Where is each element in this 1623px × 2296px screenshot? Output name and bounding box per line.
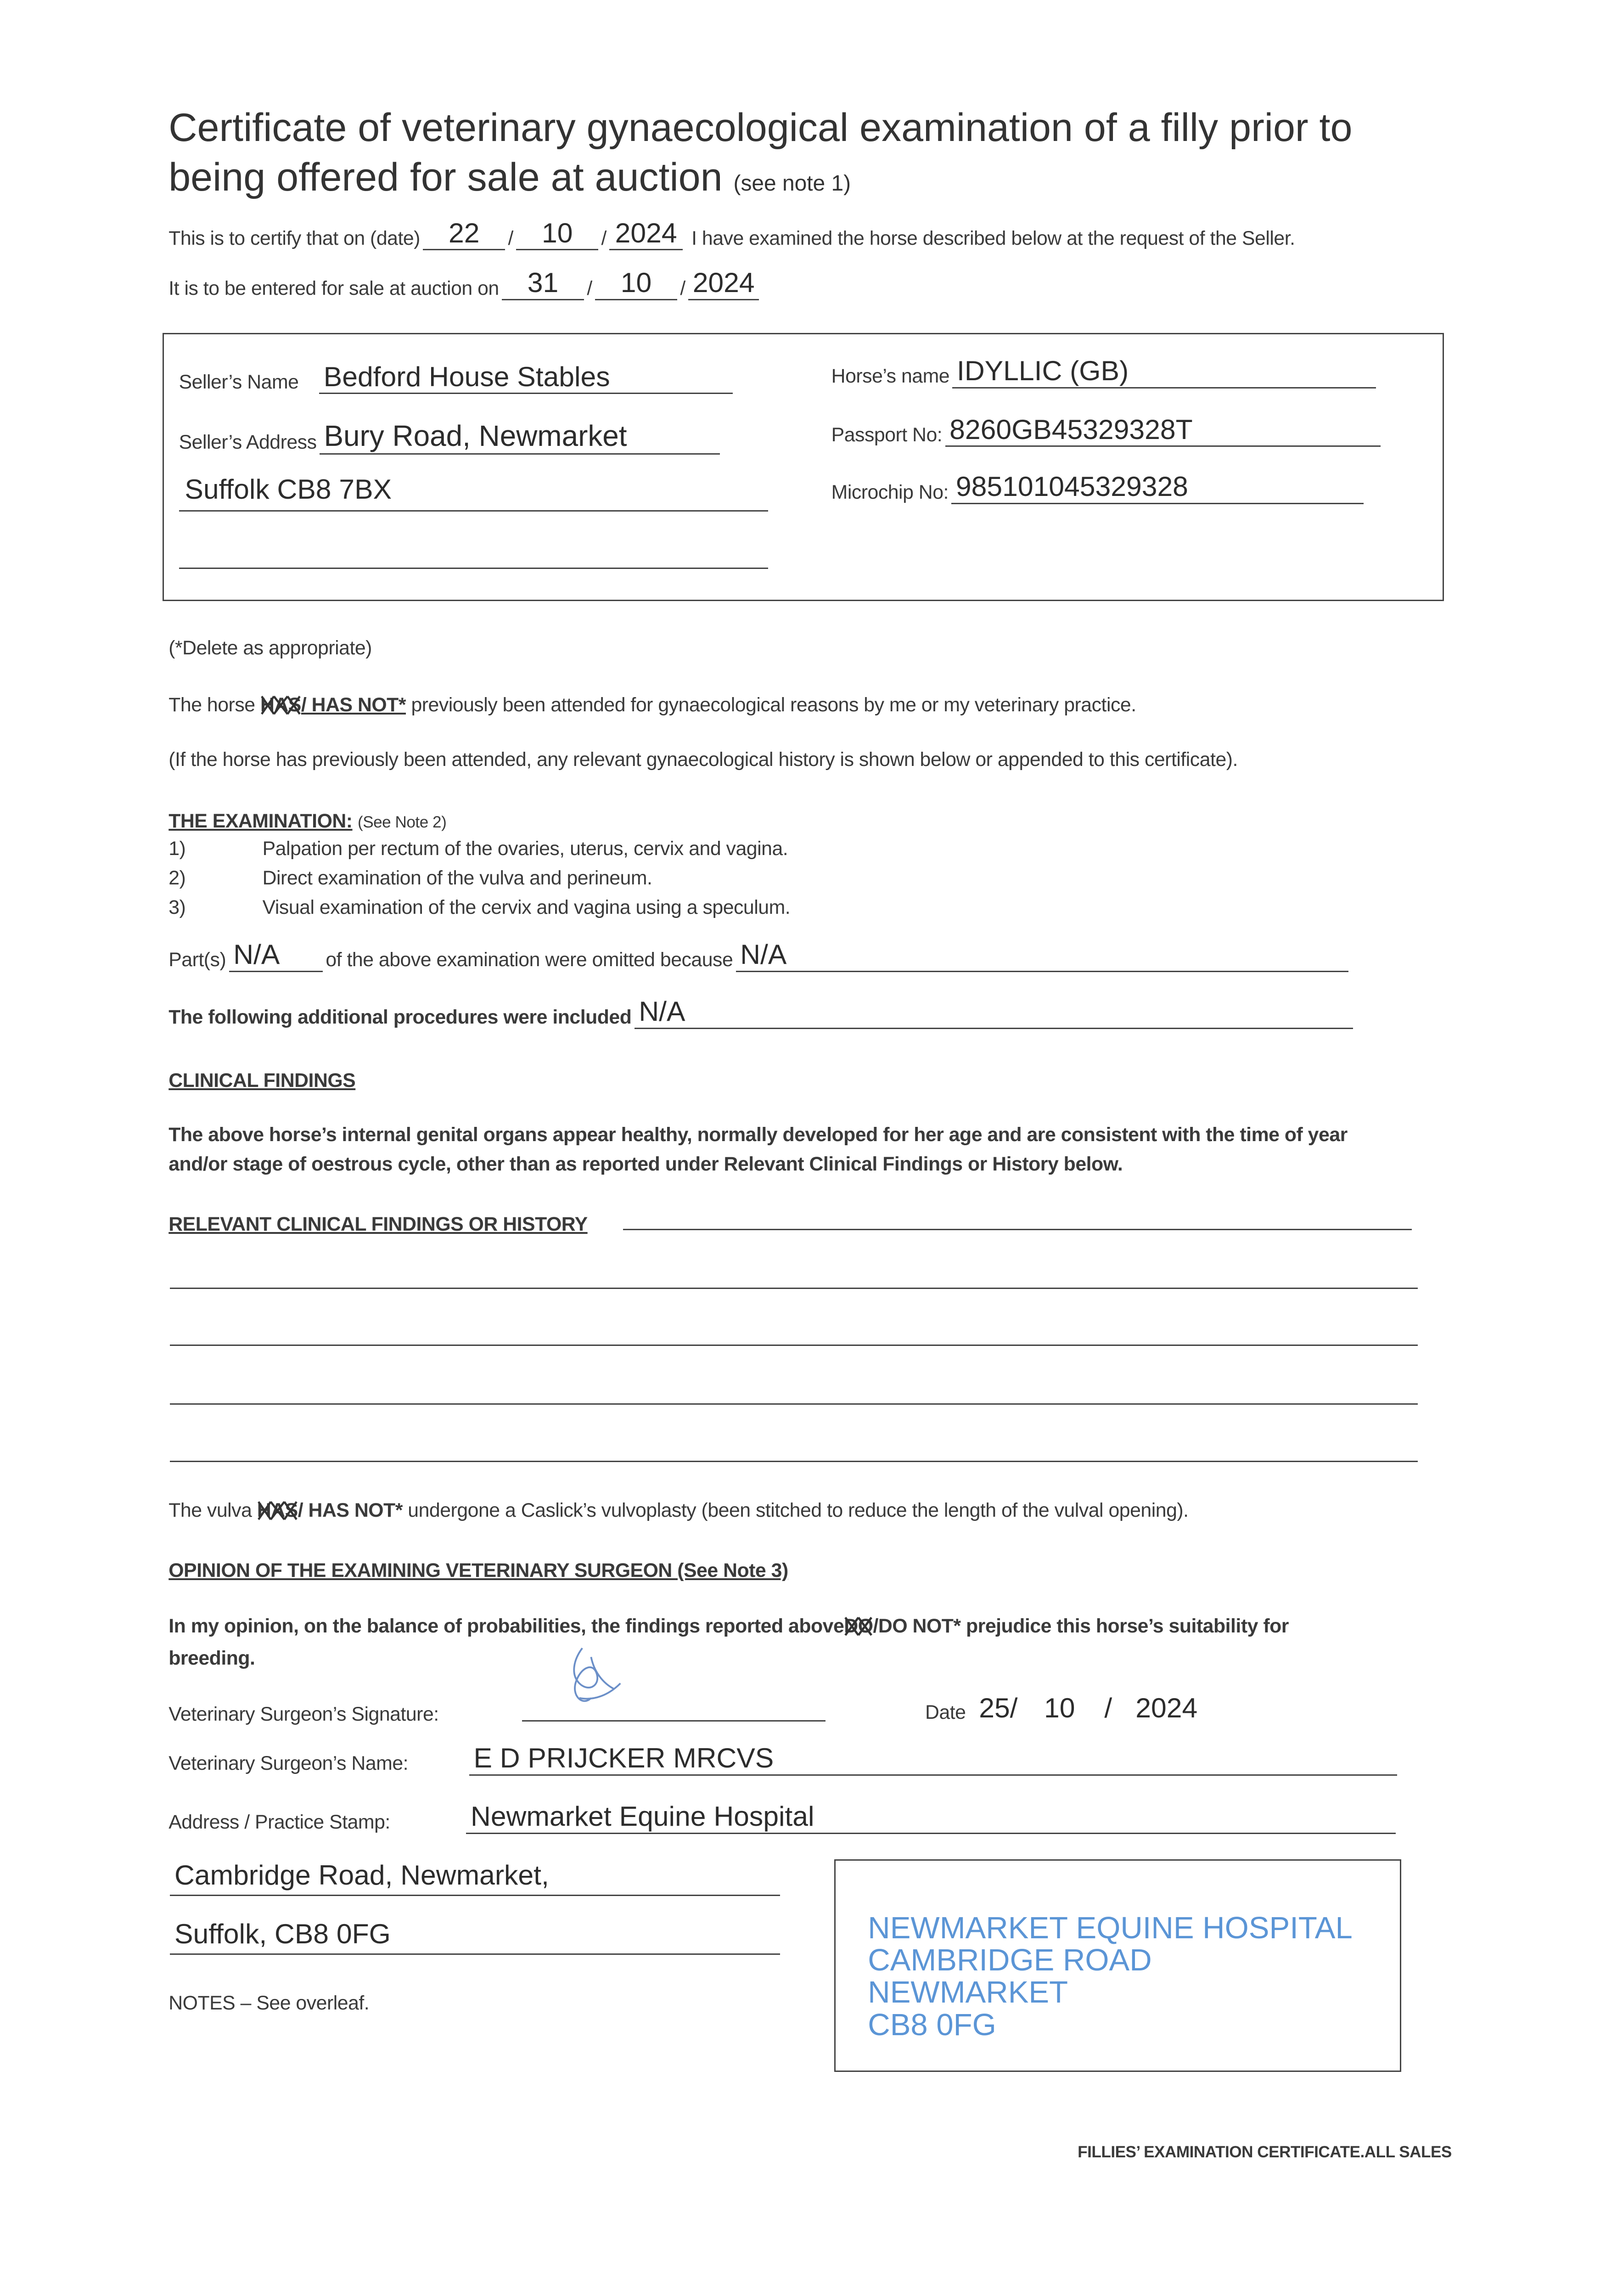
findings-line — [170, 1288, 1418, 1289]
certify-prefix: This is to certify that on (date) — [168, 227, 420, 250]
auction-prefix: It is to be entered for sale at auction on — [168, 277, 499, 299]
auction-year: 2024 — [688, 267, 759, 300]
title-note: (see note 1) — [733, 171, 851, 196]
passport-number: 8260GB45329328T — [945, 414, 1381, 447]
opinion-statement — [168, 1615, 1289, 1638]
examination-item: Palpation per rectum of the ovaries, uterus, cervix and vagina. — [262, 838, 788, 860]
date-separator: / — [1104, 1692, 1112, 1724]
practice-address-line-3: Suffolk, CB8 0FG — [174, 1918, 391, 1949]
strikeout-mark — [260, 693, 301, 717]
delete-note: (*Delete as appropriate) — [168, 636, 372, 659]
chosen-option: / HAS NOT* — [298, 1499, 403, 1521]
date-separator: / — [601, 227, 607, 250]
examination-heading — [168, 810, 446, 833]
practice-address-line-1: Newmarket Equine Hospital — [466, 1801, 1396, 1834]
item-number: 3) — [168, 896, 186, 919]
opinion-prefix: In my opinion, on the balance of probabilities, the findings reported above — [168, 1615, 844, 1637]
date-separator: / — [508, 227, 513, 250]
signature-label: Veterinary Surgeon’s Signature: — [168, 1703, 439, 1725]
omitted-value: N/A — [736, 939, 1349, 972]
address-label: Address / Practice Stamp: — [168, 1811, 390, 1833]
auction-month: 10 — [595, 267, 677, 300]
sign-date-day: 25/ — [979, 1692, 1018, 1724]
microchip-row — [831, 471, 1366, 504]
history-note: (If the horse has previously been attended, any relevant gynaecological history is shown below or appended to this certificate). — [168, 748, 1238, 771]
seller-address-line-1: Bury Road, Newmarket — [320, 419, 720, 454]
stamp-line: CB8 0FG — [868, 2007, 996, 2042]
seller-name-row — [179, 361, 736, 394]
exam-month: 10 — [516, 217, 598, 251]
vulva-prefix: The vulva — [168, 1499, 252, 1521]
item-number: 2) — [168, 867, 186, 889]
examination-heading-text: THE EXAMINATION: — [168, 810, 353, 832]
sign-date-month: 10 — [1044, 1692, 1075, 1724]
surgeon-name-row — [168, 1742, 1400, 1776]
item-number: 1) — [168, 838, 186, 860]
address-row — [168, 1801, 1398, 1834]
stamp-line: NEWMARKET — [868, 1975, 1068, 2010]
chosen-option: / HAS NOT* — [301, 694, 406, 716]
strikeout-mark — [844, 1615, 873, 1638]
vulva-suffix: undergone a Caslick’s vulvoplasty (been stitched to reduce the length of the vulval opening). — [408, 1499, 1189, 1521]
auction-row — [168, 267, 762, 300]
vulva-statement — [168, 1499, 1188, 1522]
title-line-1: Certificate of veterinary gynaecological examination of a filly prior to — [168, 105, 1353, 150]
horse-name-label: Horse’s name — [831, 365, 950, 388]
microchip-number: 985101045329328 — [951, 471, 1363, 504]
findings-line — [170, 1345, 1418, 1346]
attended-suffix: previously been attended for gynaecological reasons by me or my veterinary practice. — [411, 694, 1136, 716]
relevant-findings-heading: RELEVANT CLINICAL FINDINGS OR HISTORY — [168, 1213, 588, 1235]
omitted-label: of the above examination were omitted because — [326, 949, 733, 971]
attended-statement — [168, 693, 1136, 717]
findings-line — [170, 1461, 1418, 1462]
opinion-suffix: prejudice this horse’s suitability for — [966, 1615, 1289, 1637]
attended-prefix: The horse — [168, 694, 255, 716]
surgeon-name: E D PRIJCKER MRCVS — [469, 1742, 1397, 1776]
chosen-option: /DO NOT* — [873, 1615, 961, 1637]
opinion-heading: OPINION OF THE EXAMINING VETERINARY SURGEON (See Note 3) — [168, 1559, 788, 1581]
additional-label: The following additional procedures were included — [168, 1006, 632, 1028]
clinical-findings-heading: CLINICAL FINDINGS — [168, 1069, 356, 1092]
strikeout-mark — [257, 1499, 298, 1522]
sign-date-row — [925, 1692, 1197, 1724]
parts-label: Part(s) — [168, 949, 226, 971]
opinion-line-2: breeding. — [168, 1647, 255, 1670]
struck-option: DO — [844, 1615, 873, 1637]
stamp-line: CAMBRIDGE ROAD — [868, 1943, 1152, 1978]
struck-option: HAS — [257, 1499, 298, 1521]
horse-name-row — [831, 355, 1379, 388]
title-line-2: being offered for sale at auction — [168, 155, 723, 200]
parts-row — [168, 939, 1352, 972]
date-separator: / — [587, 277, 592, 299]
stamp-line: NEWMARKET EQUINE HOSPITAL — [868, 1910, 1353, 1945]
signature-image — [550, 1639, 638, 1713]
certify-suffix: I have examined the horse described below at the request of the Seller. — [691, 227, 1295, 250]
microchip-label: Microchip No: — [831, 481, 949, 503]
notes-text: NOTES – See overleaf. — [168, 1992, 370, 2014]
passport-row — [831, 414, 1384, 447]
additional-value: N/A — [635, 996, 1353, 1029]
exam-year: 2024 — [609, 217, 683, 251]
sign-date-year: 2024 — [1135, 1692, 1198, 1724]
additional-row — [168, 996, 1356, 1029]
title — [168, 103, 1352, 209]
certify-row — [168, 217, 1295, 251]
seller-address-line-3 — [179, 568, 769, 569]
examination-item: Visual examination of the cervix and vagina using a speculum. — [262, 896, 791, 919]
struck-option: HAS — [260, 694, 301, 716]
findings-line — [170, 1403, 1418, 1405]
exam-day: 22 — [423, 217, 505, 251]
footer: FILLIES’ EXAMINATION CERTIFICATE.ALL SALES — [1078, 2143, 1452, 2161]
clinical-text-line-2: and/or stage of oestrous cycle, other than as reported under Relevant Clinical Findings or History below. — [168, 1153, 1123, 1175]
passport-label: Passport No: — [831, 423, 943, 446]
seller-name: Bedford House Stables — [319, 361, 733, 394]
date-label: Date — [925, 1701, 966, 1723]
findings-line — [623, 1229, 1412, 1230]
seller-address-row — [179, 419, 723, 454]
seller-name-label: Seller’s Name — [179, 371, 299, 393]
seller-address-label: Seller’s Address — [179, 431, 317, 454]
auction-day: 31 — [502, 267, 584, 300]
examination-note: (See Note 2) — [357, 813, 447, 831]
parts-value: N/A — [229, 939, 323, 972]
practice-address-line-2: Cambridge Road, Newmarket, — [174, 1859, 549, 1891]
examination-item: Direct examination of the vulva and perineum. — [262, 867, 652, 889]
date-separator: / — [680, 277, 685, 299]
practice-stamp — [834, 1859, 1401, 2072]
surgeon-name-label: Veterinary Surgeon’s Name: — [168, 1752, 409, 1775]
clinical-text-line-1: The above horse’s internal genital organs appear healthy, normally developed for her age and are consistent with the time of year — [168, 1124, 1348, 1146]
horse-name: IDYLLIC (GB) — [952, 355, 1376, 388]
seller-address-line-2: Suffolk CB8 7BX — [185, 473, 392, 505]
